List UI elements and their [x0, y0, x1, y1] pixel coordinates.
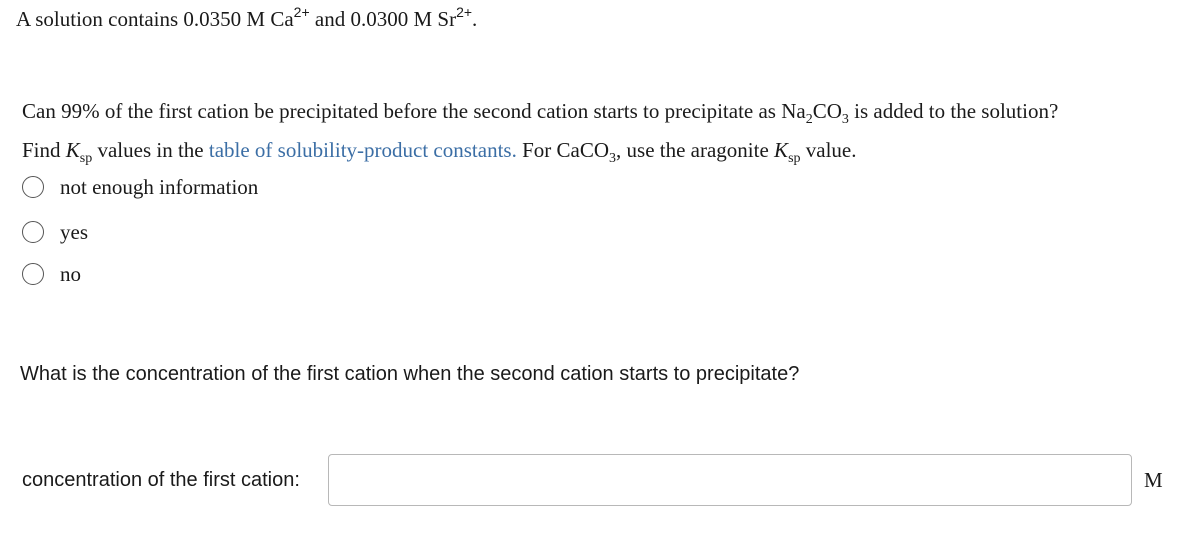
radio-button[interactable] — [22, 221, 44, 243]
answer-label: concentration of the first cation: — [22, 469, 300, 491]
option-label: not enough information — [60, 175, 259, 199]
option-yes[interactable] — [22, 219, 88, 245]
concentration-input[interactable] — [328, 454, 1132, 506]
option-not-enough-information[interactable] — [22, 174, 258, 200]
ca-charge: 2+ — [293, 4, 310, 20]
intro-text: A solution contains 0.0350 M $Ca^{2+}$ and 0.0300 M $Sr^{2+}$. — [16, 4, 478, 31]
ksp-table-link[interactable]: table of solubility-product constants. — [208, 138, 517, 162]
radio-button[interactable] — [22, 176, 44, 198]
option-label: yes — [60, 220, 88, 244]
option-label: no — [60, 262, 81, 286]
option-no[interactable] — [22, 261, 81, 287]
question1-line2: Find $K_{sp}$ values in the table of solubility-product constants. For CaCO$_3$, use the aragonite $K_{sp}$ value. — [22, 138, 857, 166]
question2-text: What is the concentration of the first cation when the second cation starts to precipitate? — [20, 363, 800, 385]
unit-label: M — [1144, 468, 1163, 492]
radio-button[interactable] — [22, 263, 44, 285]
question1-line1: Can 99% of the first cation be precipitated before the second cation starts to precipitate as $Na_2CO_3$ is added to the solution? — [22, 99, 1059, 127]
sr-charge: 2+ — [456, 4, 473, 20]
